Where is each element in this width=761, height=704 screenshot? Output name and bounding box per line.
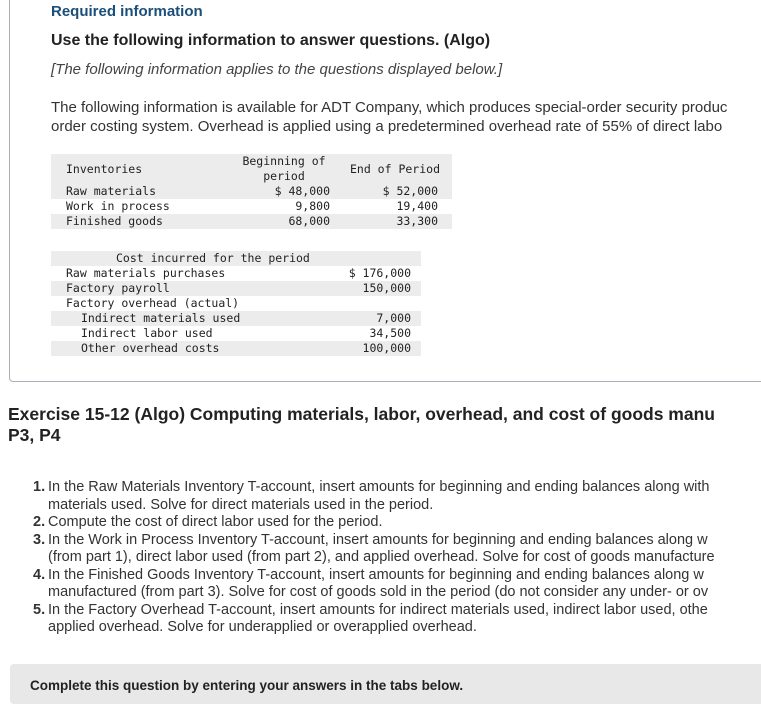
- list-item: [33, 532, 761, 567]
- step-text: Compute the cost of direct labor used for the period.: [48, 514, 383, 530]
- row-value: [311, 296, 421, 311]
- row-label: Indirect materials used: [51, 311, 311, 326]
- step-text: In the Raw Materials Inventory T-account, insert amounts for beginning and ending balances along with: [48, 479, 710, 495]
- step-number: 1.: [33, 479, 46, 495]
- row-label: Indirect labor used: [51, 326, 311, 341]
- cost-table-header: Cost incurred for the period: [51, 251, 421, 266]
- table-row: [51, 214, 452, 229]
- row-beginning-value: 9,800: [230, 199, 338, 214]
- row-value: $ 176,000: [311, 266, 421, 281]
- inventories-table: [51, 154, 452, 229]
- step-text: In the Factory Overhead T-account, insert amounts for indirect materials used, indirect labor used, othe: [48, 601, 708, 618]
- list-item: [33, 567, 761, 602]
- list-item: [33, 479, 761, 514]
- row-label: Factory payroll: [51, 281, 311, 296]
- step-text-cont: applied overhead. Solve for underapplied or overapplied overhead.: [48, 619, 477, 635]
- instructions-list: [33, 479, 761, 637]
- row-value: 150,000: [311, 281, 421, 296]
- step-number: 3.: [33, 531, 46, 548]
- step-number: 5.: [33, 601, 46, 618]
- table-row: [51, 281, 421, 296]
- inventories-col-header: Inventories: [51, 154, 230, 184]
- table-row: [51, 184, 452, 199]
- beginning-col-header-line2: period: [230, 169, 338, 184]
- step-text-cont: manufactured (from part 3). Solve for cost of goods sold in the period (do not consider any under- or ov: [48, 584, 709, 600]
- row-label: Other overhead costs: [51, 341, 311, 356]
- row-label: Finished goods: [51, 214, 230, 229]
- step-text-cont: (from part 1), direct labor used (from part 2), and applied overhead. Solve for cost of goods manufacture: [48, 549, 715, 565]
- beginning-col-header-line1: Beginning of: [230, 154, 338, 169]
- table-row: [51, 326, 421, 341]
- table-row: [51, 199, 452, 214]
- intro-line-1: The following information is available for ADT Company, which produces special-order security produc: [51, 99, 728, 116]
- step-number: 4.: [33, 566, 46, 583]
- table-row: [51, 341, 421, 356]
- step-text-cont: materials used. Solve for direct materials used in the period.: [48, 496, 434, 513]
- step-number: 2.: [33, 514, 46, 530]
- list-item: [33, 514, 761, 532]
- intro-text: [51, 98, 761, 136]
- row-beginning-value: 68,000: [230, 214, 338, 229]
- row-value: 100,000: [311, 341, 421, 356]
- row-label: Factory overhead (actual): [51, 296, 311, 311]
- intro-line-2: order costing system. Overhead is applied using a predetermined overhead rate of 55% of direct labo: [51, 118, 723, 135]
- row-beginning-value: $ 48,000: [230, 184, 338, 199]
- complete-question-text: Complete this question by entering your answers in the tabs below.: [30, 678, 464, 693]
- row-label: Raw materials: [51, 184, 230, 199]
- applies-note: [The following information applies to the questions displayed below.]: [51, 61, 503, 78]
- row-end-value: 19,400: [338, 199, 452, 214]
- list-item: [33, 602, 761, 637]
- end-col-header: End of Period: [338, 154, 452, 184]
- row-value: 7,000: [311, 311, 421, 326]
- exercise-title: [8, 404, 715, 446]
- exercise-title-line1: Exercise 15-12 (Algo) Computing materials, labor, overhead, and cost of goods manu: [8, 404, 715, 424]
- step-text: In the Work in Process Inventory T-account, insert amounts for beginning and ending balances along w: [48, 531, 708, 548]
- row-label: Raw materials purchases: [51, 266, 311, 281]
- row-end-value: $ 52,000: [338, 184, 452, 199]
- table-row: [51, 266, 421, 281]
- row-label: Work in process: [51, 199, 230, 214]
- table-row: [51, 296, 421, 311]
- step-text: In the Finished Goods Inventory T-account, insert amounts for beginning and ending balances along w: [48, 566, 704, 583]
- table-row: [51, 311, 421, 326]
- row-value: 34,500: [311, 326, 421, 341]
- cost-incurred-table: [51, 251, 421, 356]
- required-information-heading: Required information: [51, 3, 203, 20]
- row-end-value: 33,300: [338, 214, 452, 229]
- exercise-title-line2: P3, P4: [8, 425, 61, 445]
- use-info-heading: Use the following information to answer questions. (Algo): [51, 32, 491, 49]
